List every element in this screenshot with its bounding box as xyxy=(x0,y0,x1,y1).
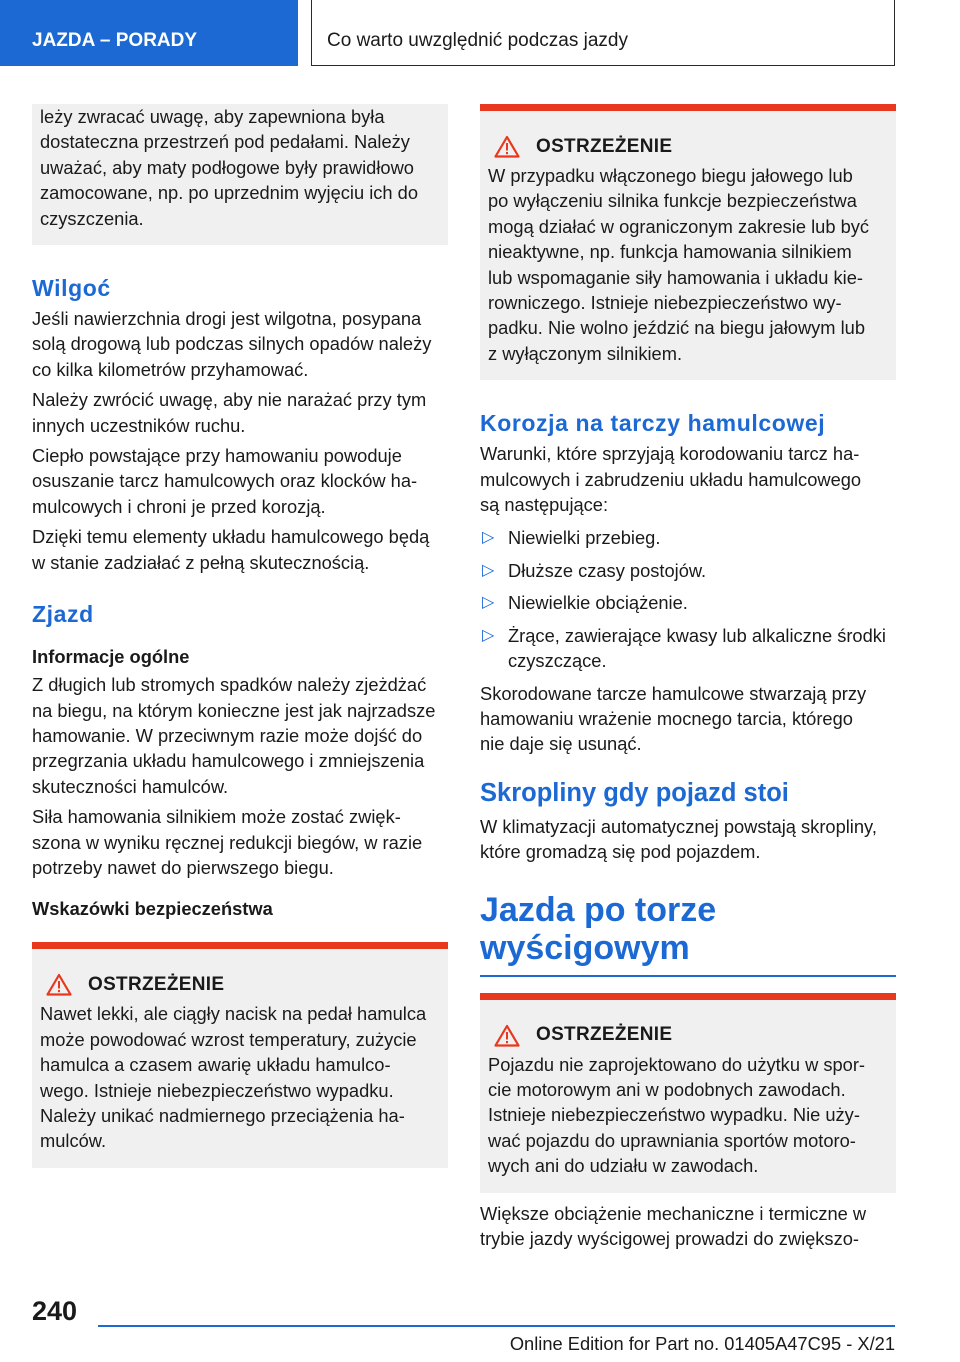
paragraph: Ciepło powstające przy hamowaniu powoduje osuszanie tarcz hamulcowych oraz klocków ha- mulcowych i chroni je przed korozją. xyxy=(32,445,418,517)
warning-text: W przypadku włączonego biegu jałowego lub po wyłączeniu silnika funkcje bezpieczeństwa mogą działać w ograniczonym zakresie lub być nieaktywne, np. funkcja hamowania silnikiem lub wspomaganie siły hamowania i układu kie- rowniczego. Istnieje niebezpieczeństwo wy- padku. Nie wolno jeździć na biegu jałowym lub z wyłączonym silnikiem. xyxy=(488,165,870,364)
page-header-title: Co warto uwzględnić podczas jazdy xyxy=(311,0,895,66)
list-item: ▷ Niewielkie obciążenie. xyxy=(480,590,896,615)
paragraph: Z długich lub stromych spadków należy zjeżdżać na biegu, na którym konieczne jest jak najrzadsze hamowanie. W przeciwnym razie może dojść do przegrzania układu hamulcowego i zmniejszenia skuteczności hamulców. xyxy=(32,674,436,797)
warning-box xyxy=(480,104,896,380)
warning-triangle-icon xyxy=(494,1024,520,1047)
warning-triangle-icon xyxy=(46,973,72,996)
section-heading-korozja: Korozja na tarczy hamulcowej xyxy=(480,410,826,437)
warning-box xyxy=(32,942,448,1167)
warning-header xyxy=(488,1024,888,1047)
list-item: ▷ Żrące, zawierające kwasy lub alkaliczne środki czyszczące. xyxy=(482,624,886,672)
section-heading-zjazd: Zjazd xyxy=(32,601,94,628)
triangle-bullet-icon: ▷ xyxy=(482,529,495,547)
section-heading-skropliny: Skropliny gdy pojazd stoi xyxy=(480,778,789,807)
subheading-general-info: Informacje ogólne xyxy=(32,646,190,668)
paragraph: W klimatyzacji automatycznej powstają skropliny, które gromadzą się pod pojazdem. xyxy=(480,815,877,863)
continued-note-text: leży zwracać uwagę, aby zapewniona była dostateczna przestrzeń pod pedałami. Należy uważać, aby maty podłogowe były prawidłowo zamocowane, np. po uprzednim wyjęciu ich do czyszczenia. xyxy=(40,106,419,229)
list-item: ▷ Dłuższe czasy postojów. xyxy=(480,558,896,583)
triangle-bullet-icon: ▷ xyxy=(482,626,495,644)
section-heading-wilgoc: Wilgoć xyxy=(32,275,111,302)
bullet-list xyxy=(480,525,896,673)
warning-label: OSTRZEŻENIE xyxy=(536,1024,673,1046)
paragraph: Skorodowane tarcze hamulcowe stwarzają przy hamowaniu wrażenie mocnego tarcia, którego nie daje się usunąć. xyxy=(480,682,867,755)
left-column xyxy=(32,104,448,1168)
paragraph: Należy zwrócić uwagę, aby nie narażać przy tym innych uczestników ruchu. xyxy=(32,389,427,436)
list-item: ▷ Niewielki przebieg. xyxy=(480,525,896,550)
paragraph: Jeśli nawierzchnia drogi jest wilgotna, posypana solą drogową lub podczas silnych opadów należy co kilka kilometrów przyhamować. xyxy=(32,308,432,380)
warning-box xyxy=(480,993,896,1193)
footer-rule xyxy=(98,1325,895,1327)
warning-header xyxy=(40,973,440,996)
warning-triangle-icon xyxy=(494,135,520,158)
continued-note-box xyxy=(32,104,448,245)
warning-text: Nawet lekki, ale ciągły nacisk na pedał hamulca może powodować wzrost temperatury, zużycie hamulca a czasem awarię układu hamulco- wego. Istnieje niebezpieczeństwo wypadku. Należy unikać nadmiernego przeciążenia ha- mulców. xyxy=(40,1003,427,1152)
page-number: 240 xyxy=(32,1296,78,1326)
chapter-heading-racetrack: Jazda po torze wyścigowym xyxy=(480,890,717,967)
heading-rule xyxy=(480,975,896,977)
chapter-tab: JAZDA – PORADY xyxy=(0,0,298,66)
warning-header xyxy=(488,135,888,158)
paragraph: Warunki, które sprzyjają korodowaniu tarcz ha- mulcowych i zabrudzeniu układu hamulcowego są następujące: xyxy=(480,443,862,516)
warning-label: OSTRZEŻENIE xyxy=(536,135,673,157)
triangle-bullet-icon: ▷ xyxy=(482,561,495,579)
subheading-safety: Wskazówki bezpieczeństwa xyxy=(32,898,273,920)
paragraph: Większe obciążenie mechaniczne i termiczne w trybie jazdy wyścigowej prowadzi do zwiększo- xyxy=(480,1202,867,1249)
edition-note: Online Edition for Part no. 01405A47C95 - X/21 xyxy=(509,1333,895,1354)
warning-text: Pojazdu nie zaprojektowano do użytku w spor- cie motorowym ani w podobnych zawodach. Istnieje niebezpieczeństwo wypadku. Nie uży- wać pojazdu do uprawniania sportów motoro- wych ani do udziału w zawodach. xyxy=(488,1053,866,1177)
paragraph: Siła hamowania silnikiem może zostać zwięk- szona w wyniku ręcznej redukcji biegów, w razie potrzeby nawet do pierwszego biegu. xyxy=(32,806,423,878)
paragraph: Dzięki temu elementy układu hamulcowego będą w stanie zadziałać z pełną skutecznością. xyxy=(32,526,430,573)
warning-label: OSTRZEŻENIE xyxy=(88,973,225,995)
right-column xyxy=(480,104,896,1256)
triangle-bullet-icon: ▷ xyxy=(482,594,495,612)
